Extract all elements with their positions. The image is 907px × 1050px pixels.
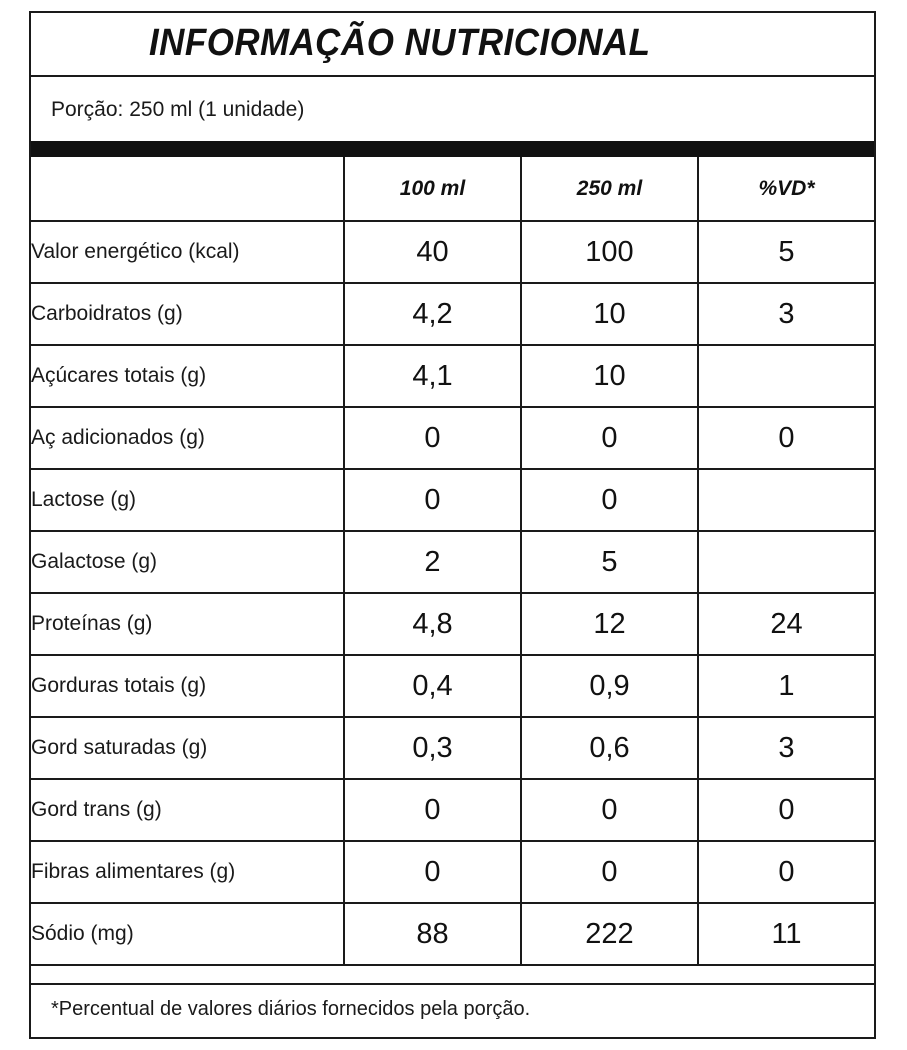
value-vd: 1 bbox=[698, 655, 874, 717]
table-row bbox=[31, 655, 874, 717]
value-250ml: 0 bbox=[521, 779, 698, 841]
footnote-row bbox=[31, 983, 874, 1037]
table-row bbox=[31, 903, 874, 965]
table-row bbox=[31, 531, 874, 593]
value-100ml: 4,2 bbox=[344, 283, 521, 345]
value-250ml: 12 bbox=[521, 593, 698, 655]
value-100ml: 88 bbox=[344, 903, 521, 965]
value-vd: 0 bbox=[698, 779, 874, 841]
nutrient-label: Açúcares totais (g) bbox=[31, 345, 344, 407]
table-row bbox=[31, 779, 874, 841]
nutrient-label: Gord saturadas (g) bbox=[31, 717, 344, 779]
value-vd: 24 bbox=[698, 593, 874, 655]
table-row bbox=[31, 221, 874, 283]
value-100ml: 2 bbox=[344, 531, 521, 593]
nutrient-label: Aç adicionados (g) bbox=[31, 407, 344, 469]
nutrition-table bbox=[31, 157, 874, 966]
value-250ml: 0 bbox=[521, 469, 698, 531]
value-100ml: 4,1 bbox=[344, 345, 521, 407]
table-header-row bbox=[31, 157, 874, 221]
value-vd: 3 bbox=[698, 283, 874, 345]
title-row bbox=[31, 13, 874, 77]
value-250ml: 0,6 bbox=[521, 717, 698, 779]
column-header-250ml: 250 ml bbox=[521, 157, 698, 221]
value-100ml: 0 bbox=[344, 469, 521, 531]
value-vd: 3 bbox=[698, 717, 874, 779]
table-row bbox=[31, 841, 874, 903]
value-250ml: 100 bbox=[521, 221, 698, 283]
portion-row bbox=[31, 77, 874, 141]
value-250ml: 10 bbox=[521, 283, 698, 345]
value-100ml: 0,3 bbox=[344, 717, 521, 779]
value-vd bbox=[698, 345, 874, 407]
column-header-100ml: 100 ml bbox=[344, 157, 521, 221]
page-title: INFORMAÇÃO NUTRICIONAL bbox=[149, 22, 651, 64]
value-100ml: 0 bbox=[344, 841, 521, 903]
table-row bbox=[31, 593, 874, 655]
value-vd: 11 bbox=[698, 903, 874, 965]
value-vd bbox=[698, 531, 874, 593]
nutrient-label: Lactose (g) bbox=[31, 469, 344, 531]
nutrition-facts-panel bbox=[29, 11, 876, 1039]
value-250ml: 222 bbox=[521, 903, 698, 965]
column-header-vd: %VD* bbox=[698, 157, 874, 221]
table-row bbox=[31, 717, 874, 779]
value-vd bbox=[698, 469, 874, 531]
value-100ml: 0 bbox=[344, 779, 521, 841]
value-100ml: 40 bbox=[344, 221, 521, 283]
value-100ml: 0,4 bbox=[344, 655, 521, 717]
table-row bbox=[31, 283, 874, 345]
table-row bbox=[31, 407, 874, 469]
column-header-nutrient bbox=[31, 157, 344, 221]
nutrient-label: Sódio (mg) bbox=[31, 903, 344, 965]
nutrient-label: Galactose (g) bbox=[31, 531, 344, 593]
nutrient-label: Carboidratos (g) bbox=[31, 283, 344, 345]
footnote-text: *Percentual de valores diários fornecidos pela porção. bbox=[51, 998, 531, 1020]
value-100ml: 0 bbox=[344, 407, 521, 469]
value-vd: 5 bbox=[698, 221, 874, 283]
value-250ml: 0 bbox=[521, 841, 698, 903]
value-250ml: 0 bbox=[521, 407, 698, 469]
table-row bbox=[31, 345, 874, 407]
nutrient-label: Proteínas (g) bbox=[31, 593, 344, 655]
nutrient-label: Fibras alimentares (g) bbox=[31, 841, 344, 903]
portion-text: Porção: 250 ml (1 unidade) bbox=[51, 98, 305, 121]
value-vd: 0 bbox=[698, 841, 874, 903]
value-vd: 0 bbox=[698, 407, 874, 469]
value-250ml: 5 bbox=[521, 531, 698, 593]
header-divider-bar bbox=[31, 141, 874, 157]
value-250ml: 0,9 bbox=[521, 655, 698, 717]
nutrient-label: Gorduras totais (g) bbox=[31, 655, 344, 717]
nutrient-label: Valor energético (kcal) bbox=[31, 221, 344, 283]
value-250ml: 10 bbox=[521, 345, 698, 407]
nutrient-label: Gord trans (g) bbox=[31, 779, 344, 841]
table-row bbox=[31, 469, 874, 531]
value-100ml: 4,8 bbox=[344, 593, 521, 655]
